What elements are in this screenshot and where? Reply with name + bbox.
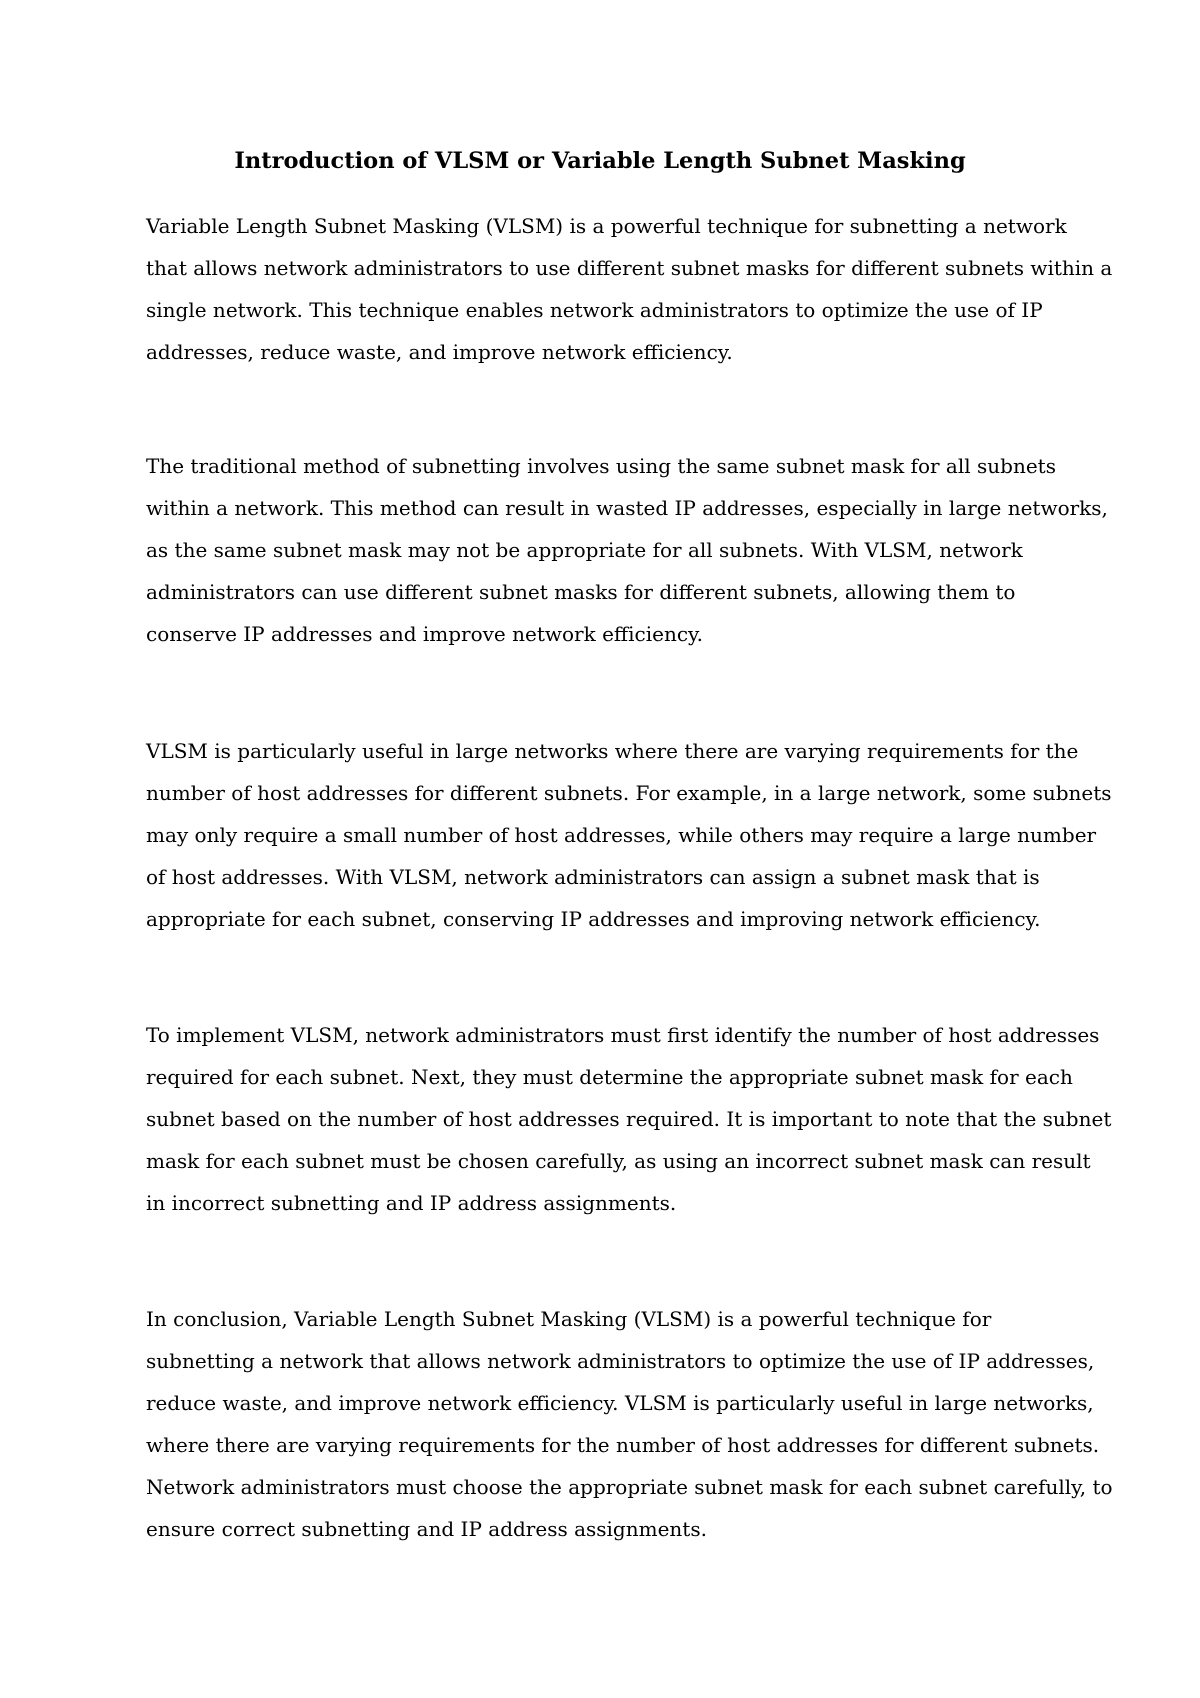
paragraph-line: that allows network administrators to use different subnet masks for different subnets within a bbox=[146, 256, 1113, 280]
paragraph-line: mask for each subnet must be chosen carefully, as using an incorrect subnet mask can result bbox=[146, 1149, 1091, 1173]
paragraph-line: Network administrators must choose the appropriate subnet mask for each subnet carefully, to bbox=[146, 1475, 1113, 1499]
paragraph-line: as the same subnet mask may not be appropriate for all subnets. With VLSM, network bbox=[146, 538, 1023, 562]
paragraph-traditional-method bbox=[146, 445, 1108, 655]
paragraph-line: subnet based on the number of host addresses required. It is important to note that the subnet bbox=[146, 1107, 1112, 1131]
paragraph-line: In conclusion, Variable Length Subnet Masking (VLSM) is a powerful technique for bbox=[146, 1307, 992, 1331]
paragraph-line: subnetting a network that allows network administrators to optimize the use of IP addresses, bbox=[146, 1349, 1095, 1373]
paragraph-intro bbox=[146, 205, 1113, 373]
document-title: Introduction of VLSM or Variable Length Subnet Masking bbox=[234, 148, 966, 174]
paragraph-large-networks bbox=[146, 730, 1112, 940]
paragraph-line: appropriate for each subnet, conserving IP addresses and improving network efficiency. bbox=[146, 907, 1041, 931]
paragraph-line: where there are varying requirements for the number of host addresses for different subnets. bbox=[146, 1433, 1100, 1457]
paragraph-line: VLSM is particularly useful in large networks where there are varying requirements for the bbox=[146, 739, 1079, 763]
paragraph-line: Variable Length Subnet Masking (VLSM) is a powerful technique for subnetting a network bbox=[146, 214, 1067, 238]
paragraph-line: in incorrect subnetting and IP address assignments. bbox=[146, 1191, 677, 1215]
paragraph-implementation bbox=[146, 1014, 1112, 1224]
paragraph-line: ensure correct subnetting and IP address assignments. bbox=[146, 1517, 707, 1541]
paragraph-line: The traditional method of subnetting involves using the same subnet mask for all subnets bbox=[146, 454, 1056, 478]
paragraph-line: addresses, reduce waste, and improve network efficiency. bbox=[146, 340, 733, 364]
paragraph-line: conserve IP addresses and improve network efficiency. bbox=[146, 622, 704, 646]
paragraph-line: single network. This technique enables network administrators to optimize the use of IP bbox=[146, 298, 1043, 322]
paragraph-line: number of host addresses for different subnets. For example, in a large network, some subnets bbox=[146, 781, 1112, 805]
paragraph-line: To implement VLSM, network administrators must first identify the number of host addresses bbox=[146, 1023, 1100, 1047]
paragraph-line: reduce waste, and improve network efficiency. VLSM is particularly useful in large networks, bbox=[146, 1391, 1094, 1415]
paragraph-line: within a network. This method can result in wasted IP addresses, especially in large networks, bbox=[146, 496, 1108, 520]
paragraph-conclusion bbox=[146, 1298, 1113, 1550]
paragraph-line: may only require a small number of host addresses, while others may require a large number bbox=[146, 823, 1097, 847]
paragraph-line: of host addresses. With VLSM, network administrators can assign a subnet mask that is bbox=[146, 865, 1040, 889]
paragraph-line: administrators can use different subnet masks for different subnets, allowing them to bbox=[146, 580, 1016, 604]
paragraph-line: required for each subnet. Next, they must determine the appropriate subnet mask for each bbox=[146, 1065, 1073, 1089]
